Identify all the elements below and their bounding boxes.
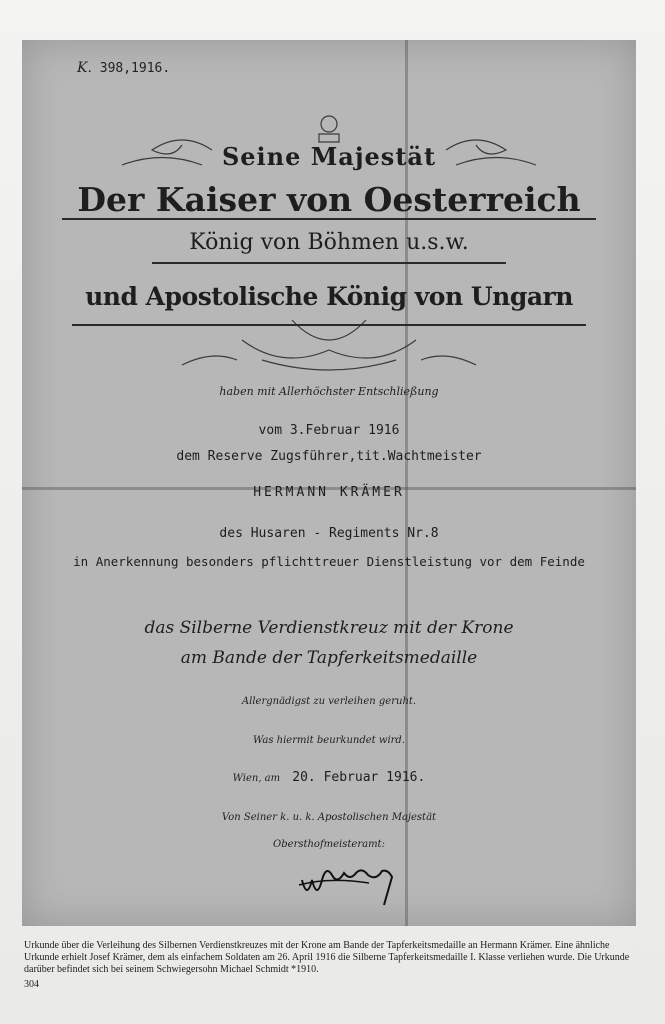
- title-koenig-boehmen: König von Böhmen u.s.w.: [189, 230, 469, 255]
- title-koenig-ungarn: und Apostolische König von Ungarn: [85, 282, 573, 311]
- figure-caption: [24, 940, 644, 991]
- ornamental-heading: [62, 110, 596, 380]
- caption-text: Urkunde über die Verleihung des Silbernen Verdienstkreuzes mit der Krone am Bande der Tapferkeitsmedaille an Hermann Krämer. Eine ähnliche Urkunde erhielt Josef Krämer, dem als einfachem Soldaten am 26. April 1916 die Silberne Tapferkeitsmedaille I. Klasse verliehen wurde. Die Urkunde darüber befindet sich bei seinem Schwiegersohn Michael Schmidt *1910.: [24, 940, 630, 975]
- certified-text: Was hiermit beurkundet wird.: [252, 735, 405, 746]
- recognition-text: in Anerkennung besonders pflichttreuer Dienstleistung vor dem Feinde: [73, 554, 585, 569]
- heading-rule-3: [72, 324, 586, 326]
- reference-number: [77, 60, 170, 76]
- reference-number-text: 398,1916.: [99, 61, 171, 76]
- signature-icon: [297, 855, 417, 915]
- place-date-prefix: Wien, am: [232, 773, 281, 784]
- page-number: 304: [24, 979, 39, 990]
- recipient-name: HERMANN KRÄMER: [253, 485, 405, 500]
- certificate-document: [22, 40, 636, 926]
- title-kaiser: Der Kaiser von Oesterreich: [77, 180, 581, 219]
- reference-prefix-mark: K.: [77, 60, 92, 76]
- resolution-text: haben mit Allerhöchster Entschließung: [219, 385, 439, 398]
- regiment: des Husaren - Regiments Nr.8: [219, 526, 439, 541]
- title-seine-majestaet: Seine Majestät: [221, 142, 437, 171]
- granted-text: Allergnädigst zu verleihen geruht.: [241, 696, 417, 707]
- award-line-1: das Silberne Verdienstkreuz mit der Krone: [144, 618, 514, 638]
- authority-line-2: Obersthofmeisteramt:: [273, 839, 385, 850]
- place-date-value: 20. Februar 1916.: [292, 770, 426, 785]
- resolution-date: vom 3.Februar 1916: [258, 423, 400, 438]
- heading-rule-2: [152, 262, 506, 264]
- award-line-2: am Bande der Tapferkeitsmedaille: [180, 648, 478, 668]
- place-date: [22, 770, 636, 785]
- recipient-rank: dem Reserve Zugsführer,tit.Wachtmeister: [176, 449, 482, 464]
- authority-line-1: Von Seiner k. u. k. Apostolischen Majestät: [221, 812, 437, 823]
